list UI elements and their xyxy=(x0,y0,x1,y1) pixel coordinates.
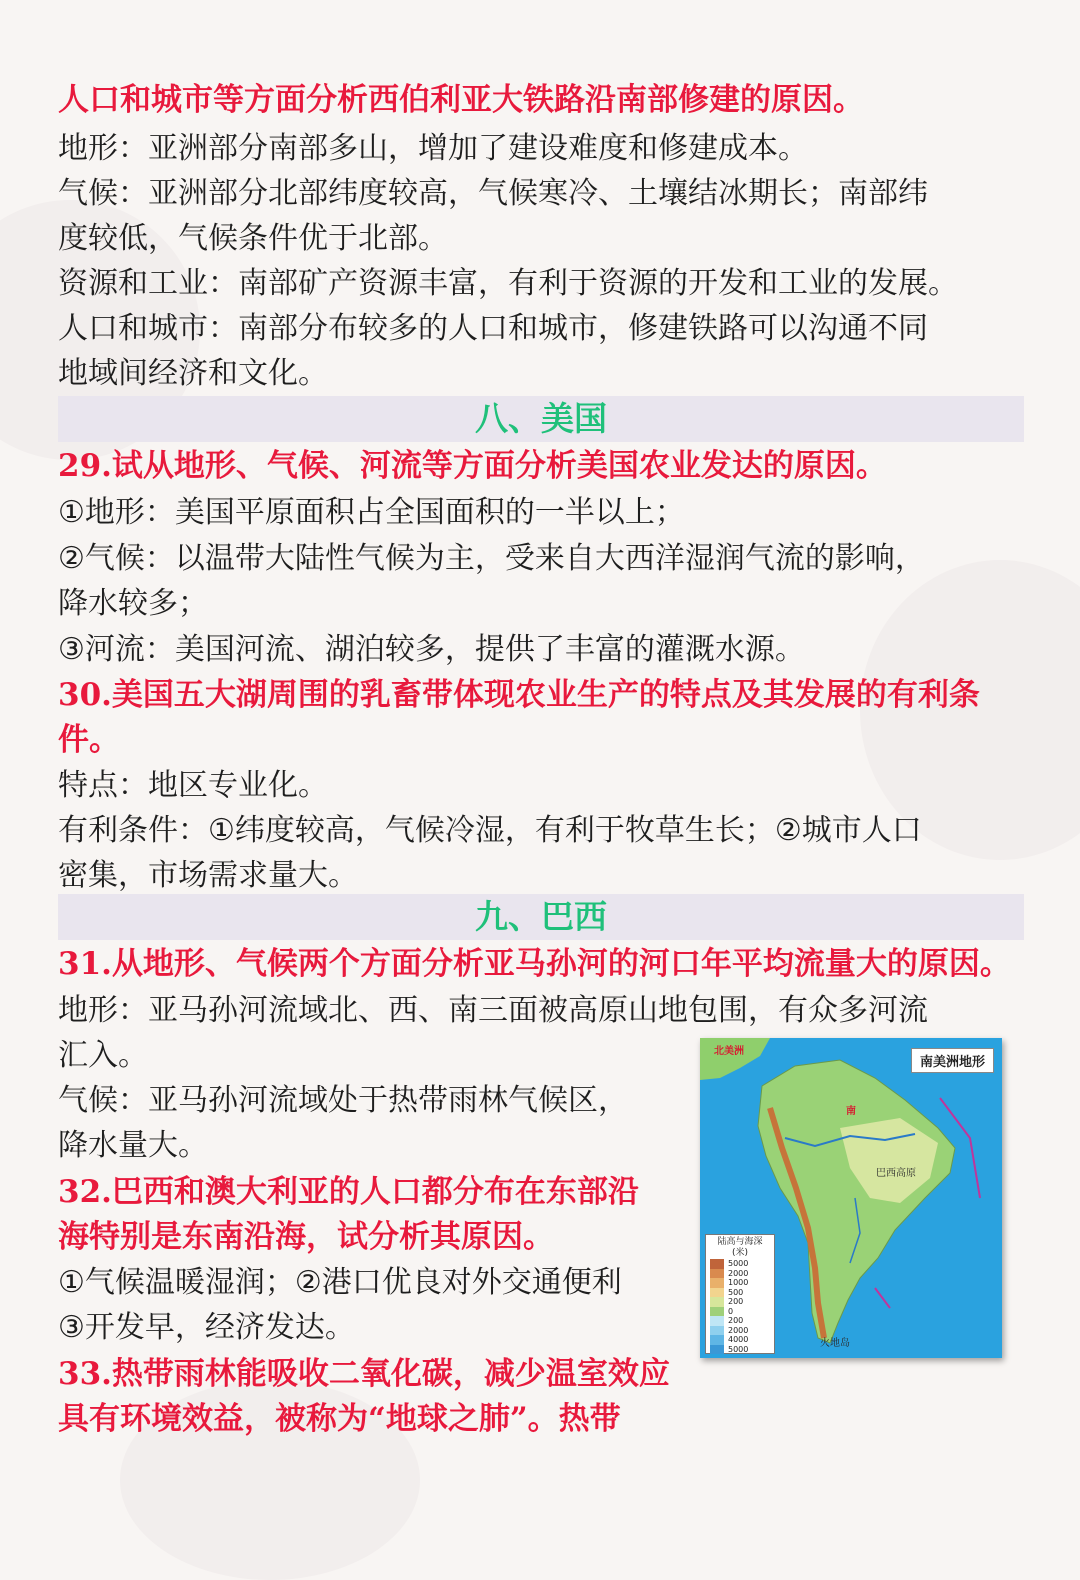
map-label-south: 南 xyxy=(846,1106,856,1117)
section-heading-brazil: 九、巴西 xyxy=(475,897,607,936)
question-32-cont: 海特别是东南沿海，试分析其原因。 xyxy=(58,1219,554,1255)
answer-line: 地域间经济和文化。 xyxy=(58,356,328,391)
legend-row: 0 xyxy=(706,1307,774,1317)
answer-line: 密集，市场需求量大。 xyxy=(58,858,358,893)
question-32: 32.巴西和澳大利亚的人口都分布在东部沿 xyxy=(58,1174,639,1210)
south-america-map xyxy=(700,1038,1002,1358)
answer-line: 降水较多； xyxy=(58,586,208,621)
legend-title: 陆高与海深 (米) xyxy=(717,1237,763,1258)
legend-row: 200 xyxy=(706,1297,774,1307)
question-29: 29.试从地形、气候、河流等方面分析美国农业发达的原因。 xyxy=(58,448,887,484)
legend-row: 2000 xyxy=(706,1326,774,1336)
question-28-tail: 人口和城市等方面分析西伯利亚大铁路沿南部修建的原因。 xyxy=(58,82,864,118)
legend-row: 2000 xyxy=(706,1269,774,1279)
question-31: 31.从地形、气候两个方面分析亚马孙河的河口年平均流量大的原因。 xyxy=(58,946,1011,982)
legend-row: 200 xyxy=(706,1316,774,1326)
answer-line: 汇入。 xyxy=(58,1038,148,1073)
answer-line: 气候：亚洲部分北部纬度较高，气候寒冷、土壤结冰期长；南部纬 xyxy=(58,176,928,211)
answer-line: 降水量大。 xyxy=(58,1128,208,1163)
continent-land xyxy=(758,1060,955,1343)
answer-line: 地形：亚马孙河流域北、西、南三面被高原山地包围，有众多河流 xyxy=(58,993,928,1028)
map-label-north-america: 北美洲 xyxy=(714,1046,744,1057)
answer-line: 气候：亚马孙河流域处于热带雨林气候区， xyxy=(58,1083,628,1118)
question-30: 30.美国五大湖周围的乳畜带体现农业生产的特点及其发展的有利条 xyxy=(58,677,980,713)
legend-row: 500 xyxy=(706,1288,774,1298)
answer-line: ③河流：美国河流、湖泊较多，提供了丰富的灌溉水源。 xyxy=(58,632,805,667)
answer-line: 度较低，气候条件优于北部。 xyxy=(58,221,448,256)
ocean-current xyxy=(875,1288,890,1308)
answer-line: 人口和城市：南部分布较多的人口和城市，修建铁路可以沟通不同 xyxy=(58,311,928,346)
legend-row: 5000 xyxy=(706,1345,774,1355)
map-legend xyxy=(705,1234,775,1354)
answer-line: ①地形：美国平原面积占全国面积的一半以上； xyxy=(58,495,685,530)
legend-row: 5000 xyxy=(706,1259,774,1269)
question-33-cont: 具有环境效益，被称为“地球之肺”。热带 xyxy=(58,1401,621,1437)
map-label-brazil-plateau: 巴西高原 xyxy=(876,1168,916,1179)
question-33: 33.热带雨林能吸收二氧化碳，减少温室效应 xyxy=(58,1356,670,1392)
legend-row: 4000 xyxy=(706,1335,774,1345)
answer-line: ③开发早，经济发达。 xyxy=(58,1310,355,1345)
section-heading-usa: 八、美国 xyxy=(475,399,607,438)
answer-line: ②气候：以温带大陆性气候为主，受来自大西洋湿润气流的影响， xyxy=(58,541,925,576)
legend-row: 1000 xyxy=(706,1278,774,1288)
question-30-cont: 件。 xyxy=(58,722,120,758)
answer-line: 特点：地区专业化。 xyxy=(58,768,328,803)
answer-line: ①气候温暖湿润；②港口优良对外交通便利 xyxy=(58,1265,622,1300)
answer-line: 地形：亚洲部分南部多山，增加了建设难度和修建成本。 xyxy=(58,131,808,166)
answer-line: 有利条件：①纬度较高，气候冷湿，有利于牧草生长；②城市人口 xyxy=(58,813,922,848)
map-label-fire-land: 火地岛 xyxy=(820,1338,850,1349)
answer-line: 资源和工业：南部矿产资源丰富，有利于资源的开发和工业的发展。 xyxy=(58,266,958,301)
map-title: 南美洲地形 xyxy=(911,1048,994,1073)
